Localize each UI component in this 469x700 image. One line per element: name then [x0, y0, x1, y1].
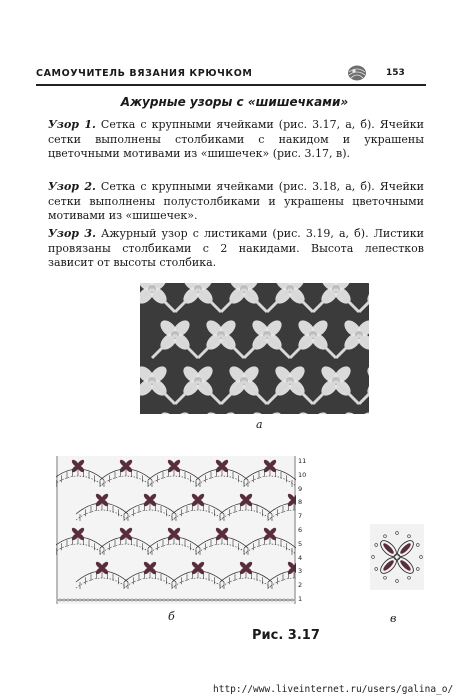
paragraph-lead: Узор 2.	[48, 180, 96, 193]
row-number: 3	[298, 567, 303, 576]
motif-symbol	[370, 524, 424, 590]
lace-flowers	[140, 283, 369, 414]
yarn-flower	[290, 317, 336, 358]
lace-photo	[140, 283, 369, 414]
yarn-ball-icon	[346, 64, 368, 82]
yarn-flower	[313, 363, 359, 404]
caption-v: в	[390, 612, 397, 625]
yarn-flower	[221, 363, 267, 404]
figure-label: Рис. 3.17	[252, 628, 320, 643]
yarn-flower	[152, 409, 198, 414]
yarn-flower	[152, 317, 198, 358]
row-number: 8	[298, 498, 303, 507]
row-number: 1	[298, 595, 303, 603]
crochet-chart-diagram	[56, 456, 296, 604]
paragraph-pattern-2	[48, 180, 424, 224]
lace-photo-image	[140, 283, 369, 414]
yarn-flower	[244, 317, 290, 358]
yarn-flower	[221, 283, 267, 312]
caption-a: а	[256, 418, 263, 431]
book-title: САМОУЧИТЕЛЬ ВЯЗАНИЯ КРЮЧКОМ	[36, 68, 253, 79]
paragraph-text: Ажурный узор с листиками (рис. 3.19, а, б). Листики провязаны столбиками с 2 накидами. Высота лепестков зависит от высоты столбика.	[48, 227, 424, 269]
yarn-flower	[336, 409, 369, 414]
paragraph-pattern-3	[48, 227, 424, 271]
header-rule	[36, 84, 426, 86]
source-url: http://www.liveinternet.ru/users/galina_o/	[213, 684, 454, 695]
page-number: 153	[386, 68, 405, 78]
yarn-flower	[313, 283, 359, 312]
yarn-flower	[244, 409, 290, 414]
yarn-flower	[140, 283, 175, 312]
paragraph-lead: Узор 3.	[48, 227, 96, 240]
row-number: 6	[298, 526, 303, 534]
yarn-flower	[198, 317, 244, 358]
paragraph-pattern-1	[48, 118, 424, 162]
row-numbers	[298, 457, 312, 603]
paragraph-text: Сетка с крупными ячейками (рис. 3.17, а, б). Ячейки сетки выполнены столбиками с накидом и украшены цветочными мотивами из «шишечек» (рис. 3.17, в).	[48, 118, 425, 160]
chart-stitches	[56, 456, 296, 604]
row-number: 11	[298, 457, 307, 465]
yarn-flower	[175, 283, 221, 312]
yarn-flower	[175, 363, 221, 404]
row-number: 5	[298, 539, 303, 548]
running-header	[36, 66, 428, 84]
flower-motif-diagram	[370, 524, 424, 590]
yarn-flower	[290, 409, 336, 414]
yarn-flower	[198, 409, 244, 414]
caption-b: б	[168, 610, 175, 623]
yarn-flower	[359, 283, 369, 312]
paragraph-text: Сетка с крупными ячейками (рис. 3.18, а, б). Ячейки сетки выполнены полустолбиками и украшены цветочными мотивами из «шишечек».	[48, 180, 425, 222]
row-number: 9	[298, 484, 303, 493]
yarn-flower	[267, 283, 313, 312]
yarn-flower	[359, 363, 369, 404]
row-number: 7	[298, 512, 303, 521]
paragraph-lead: Узор 1.	[48, 118, 96, 131]
yarn-flower	[336, 317, 369, 358]
yarn-flower	[267, 363, 313, 404]
section-title: Ажурные узоры с «шишечками»	[120, 95, 349, 109]
row-number: 2	[298, 581, 303, 590]
row-number: 10	[298, 470, 307, 479]
yarn-flower	[140, 363, 175, 404]
row-number: 4	[298, 553, 303, 562]
